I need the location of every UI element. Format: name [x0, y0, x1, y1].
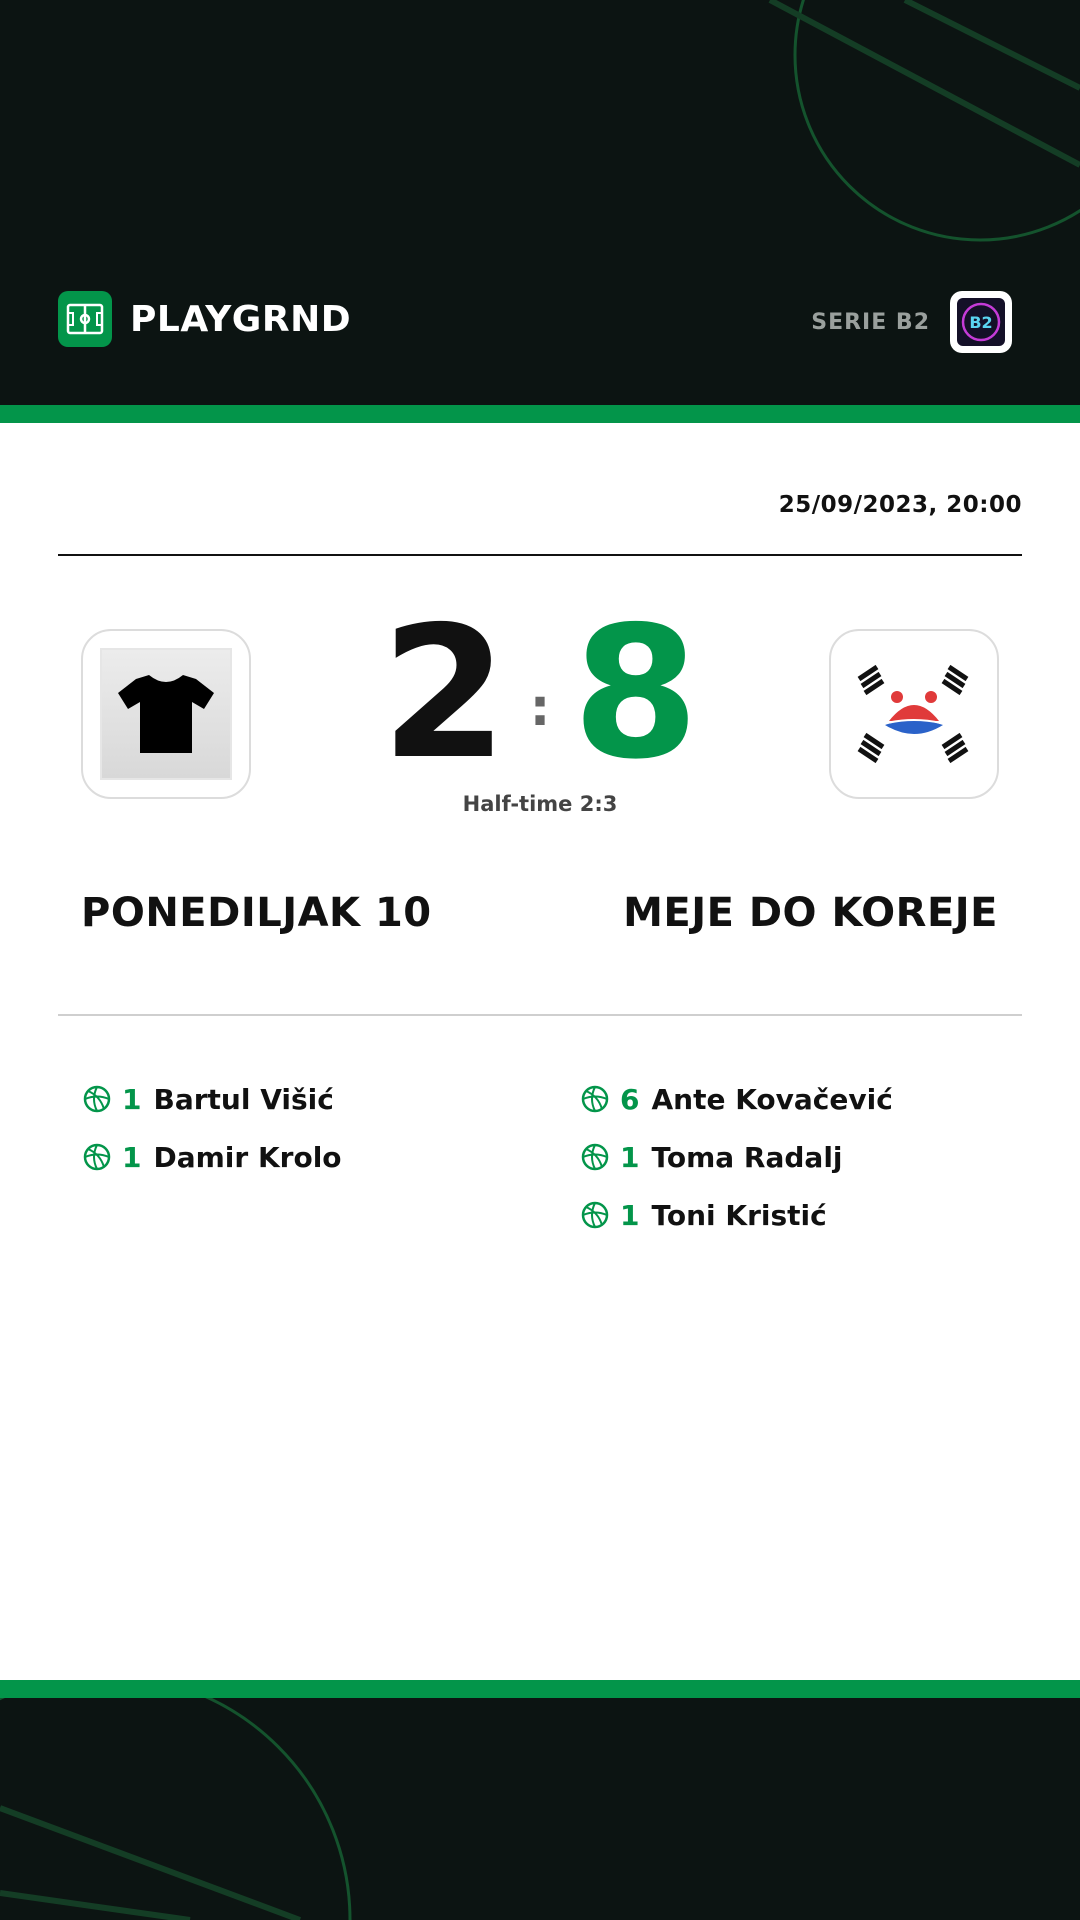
ball-icon — [82, 1142, 112, 1172]
ball-icon — [580, 1200, 610, 1230]
list-item — [580, 1186, 1020, 1244]
scorer-name: Toni Kristić — [651, 1198, 827, 1232]
scorer-name: Toma Radalj — [651, 1140, 843, 1174]
list-item — [580, 1070, 1020, 1128]
home-score: 2 — [380, 587, 508, 799]
match-datetime: 25/09/2023, 20:00 — [778, 492, 1022, 518]
league-badge — [950, 291, 1012, 353]
pitch-lines-decoration — [0, 1698, 1080, 1920]
scorer-name: Damir Krolo — [153, 1140, 342, 1174]
header-band — [0, 0, 1080, 405]
list-item — [82, 1128, 522, 1186]
away-team-logo — [829, 629, 999, 799]
score-separator: : — [529, 678, 551, 738]
league-name: SERIE B2 — [811, 309, 930, 335]
away-scorers-list — [580, 1070, 1020, 1244]
list-item — [580, 1128, 1020, 1186]
home-scorers-list — [82, 1070, 522, 1186]
header-accent-stripe — [0, 405, 1080, 423]
scorer-name: Bartul Višić — [153, 1082, 334, 1116]
home-team-logo — [81, 629, 251, 799]
away-team-name: MEJE DO KOREJE — [623, 890, 998, 936]
league-logo-icon — [959, 300, 1003, 344]
goal-count: 6 — [620, 1082, 640, 1116]
goal-count: 1 — [122, 1082, 142, 1116]
ball-icon — [82, 1084, 112, 1114]
ball-icon — [580, 1142, 610, 1172]
footer-accent-stripe — [0, 1680, 1080, 1698]
divider — [58, 554, 1022, 556]
footer-band — [0, 1698, 1080, 1920]
black-shirt-icon — [116, 669, 216, 759]
goal-count: 1 — [620, 1140, 640, 1174]
svg-text:B2: B2 — [969, 313, 993, 332]
goal-count: 1 — [122, 1140, 142, 1174]
brand — [58, 291, 351, 347]
pitch-logo-icon — [58, 291, 112, 347]
brand-name: PLAYGRND — [130, 298, 352, 340]
korea-flag-crab-icon — [849, 659, 979, 769]
list-item — [82, 1070, 522, 1128]
divider — [58, 1014, 1022, 1016]
halftime-score: Half-time 2:3 — [462, 792, 618, 816]
league — [811, 291, 1012, 353]
scorer-name: Ante Kovačević — [651, 1082, 893, 1116]
ball-icon — [580, 1084, 610, 1114]
home-team-name: PONEDILJAK 10 — [81, 890, 432, 936]
away-score: 8 — [572, 587, 700, 799]
scoreboard — [340, 587, 740, 799]
goal-count: 1 — [620, 1198, 640, 1232]
